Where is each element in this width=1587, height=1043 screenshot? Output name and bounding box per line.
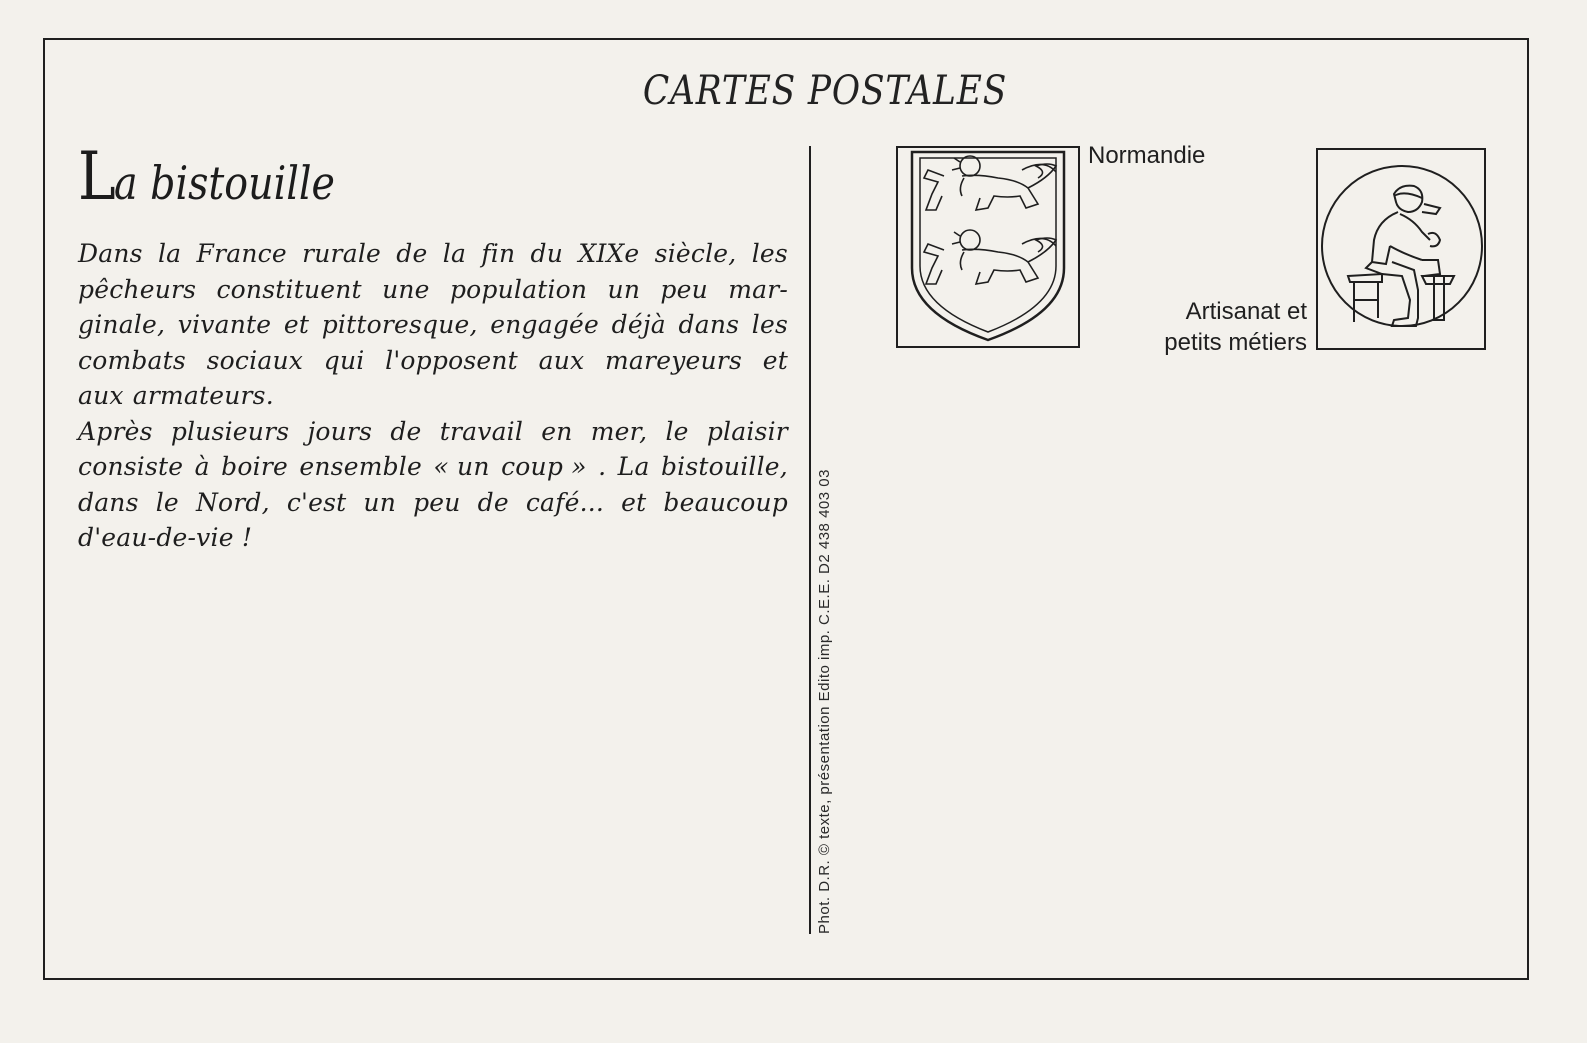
body-word: Dans bbox=[78, 239, 143, 268]
body-word: et bbox=[621, 487, 647, 517]
body-word: jours bbox=[307, 416, 373, 446]
body-line bbox=[78, 343, 788, 379]
body-word: plusieurs bbox=[170, 416, 290, 446]
body-word: l'opposent bbox=[385, 345, 518, 375]
title-rest: a bistouille bbox=[113, 156, 335, 210]
body-word: population bbox=[449, 274, 588, 304]
body-word: d'eau-de-vie ! bbox=[78, 523, 253, 552]
body-word: les bbox=[751, 239, 788, 268]
body-word: de bbox=[477, 487, 509, 517]
body-word: coup » bbox=[501, 452, 587, 481]
body-word: mareyeurs bbox=[605, 345, 742, 375]
body-word: travail bbox=[439, 416, 524, 446]
body-word: et bbox=[283, 310, 310, 339]
body-word: c'est bbox=[286, 487, 347, 517]
body-word: Nord, bbox=[195, 487, 270, 517]
body-word: ginale, bbox=[78, 310, 166, 339]
card-title bbox=[78, 138, 335, 215]
body-word: mer, bbox=[590, 416, 648, 446]
body-word: à bbox=[194, 452, 210, 481]
body-word: peu bbox=[413, 487, 461, 517]
body-word: une bbox=[382, 274, 430, 304]
body-word: en bbox=[541, 416, 573, 446]
body-word: boire bbox=[221, 452, 288, 481]
body-word: engagée bbox=[490, 310, 600, 339]
body-line bbox=[78, 520, 788, 556]
body-word: pêcheurs bbox=[78, 274, 197, 304]
body-word: plaisir bbox=[706, 416, 788, 446]
body-word: La bbox=[617, 452, 650, 481]
body-word: Après bbox=[78, 416, 153, 446]
body-line bbox=[78, 449, 788, 485]
body-word: sociaux bbox=[206, 345, 304, 375]
body-line bbox=[78, 236, 788, 272]
body-word: vivante bbox=[177, 310, 272, 339]
body-line bbox=[78, 378, 788, 414]
body-word: dans bbox=[78, 487, 139, 517]
body-word: siècle, bbox=[654, 239, 737, 268]
vertical-divider bbox=[809, 146, 811, 934]
body-word: XIXe bbox=[578, 239, 640, 268]
body-word: aux bbox=[78, 381, 124, 410]
body-word: la bbox=[442, 239, 467, 268]
body-word: le bbox=[665, 416, 689, 446]
body-word: pittoresque, bbox=[321, 310, 478, 339]
craft-label-line2: petits métiers bbox=[1164, 329, 1307, 356]
body-word: de bbox=[396, 239, 428, 268]
body-word: déjà bbox=[611, 310, 666, 339]
body-word: et bbox=[762, 345, 788, 375]
body-word: un bbox=[607, 274, 641, 304]
crest-box bbox=[896, 146, 1080, 348]
body-line bbox=[78, 414, 788, 450]
craft-box bbox=[1316, 148, 1486, 350]
body-line bbox=[78, 307, 788, 343]
body-word: de bbox=[390, 416, 422, 446]
body-word: qui bbox=[323, 345, 365, 375]
body-word: armateurs. bbox=[132, 381, 274, 410]
body-word: café... bbox=[525, 487, 605, 517]
body-line bbox=[78, 485, 788, 521]
body-word: dans bbox=[678, 310, 740, 339]
body-line bbox=[78, 272, 788, 308]
body-word: la bbox=[157, 239, 182, 268]
body-word: combats bbox=[78, 345, 186, 375]
title-initial: L bbox=[78, 138, 114, 215]
normandy-two-lions-crest-icon bbox=[898, 148, 1078, 346]
body-word: aux bbox=[538, 345, 585, 375]
card-header: CARTES POSTALES bbox=[642, 68, 1008, 114]
body-word: beaucoup bbox=[663, 487, 788, 517]
body-word: consiste bbox=[78, 452, 184, 481]
body-word: les bbox=[751, 310, 788, 339]
body-word: mar- bbox=[728, 274, 788, 304]
body-word: . bbox=[598, 452, 607, 481]
body-word: bistouille, bbox=[660, 452, 788, 481]
craft-label-line1: Artisanat et bbox=[1185, 298, 1307, 325]
body-text bbox=[78, 236, 788, 556]
body-word: fin bbox=[481, 239, 516, 268]
region-label: Normandie bbox=[1088, 142, 1206, 169]
craft-label bbox=[1100, 296, 1307, 358]
print-credits: Phot. D.R. © texte, présentation Edito imp. C.E.E. D2 438 403 03 bbox=[816, 469, 833, 934]
body-word: du bbox=[530, 239, 564, 268]
body-word: un bbox=[363, 487, 397, 517]
body-word: constituent bbox=[216, 274, 362, 304]
body-word: France bbox=[196, 239, 287, 268]
body-word: « un bbox=[433, 452, 490, 481]
body-word: ensemble bbox=[299, 452, 422, 481]
body-word: le bbox=[155, 487, 179, 517]
seated-craftsman-icon bbox=[1318, 150, 1484, 348]
body-word: peu bbox=[660, 274, 708, 304]
body-word: rurale bbox=[302, 239, 382, 268]
